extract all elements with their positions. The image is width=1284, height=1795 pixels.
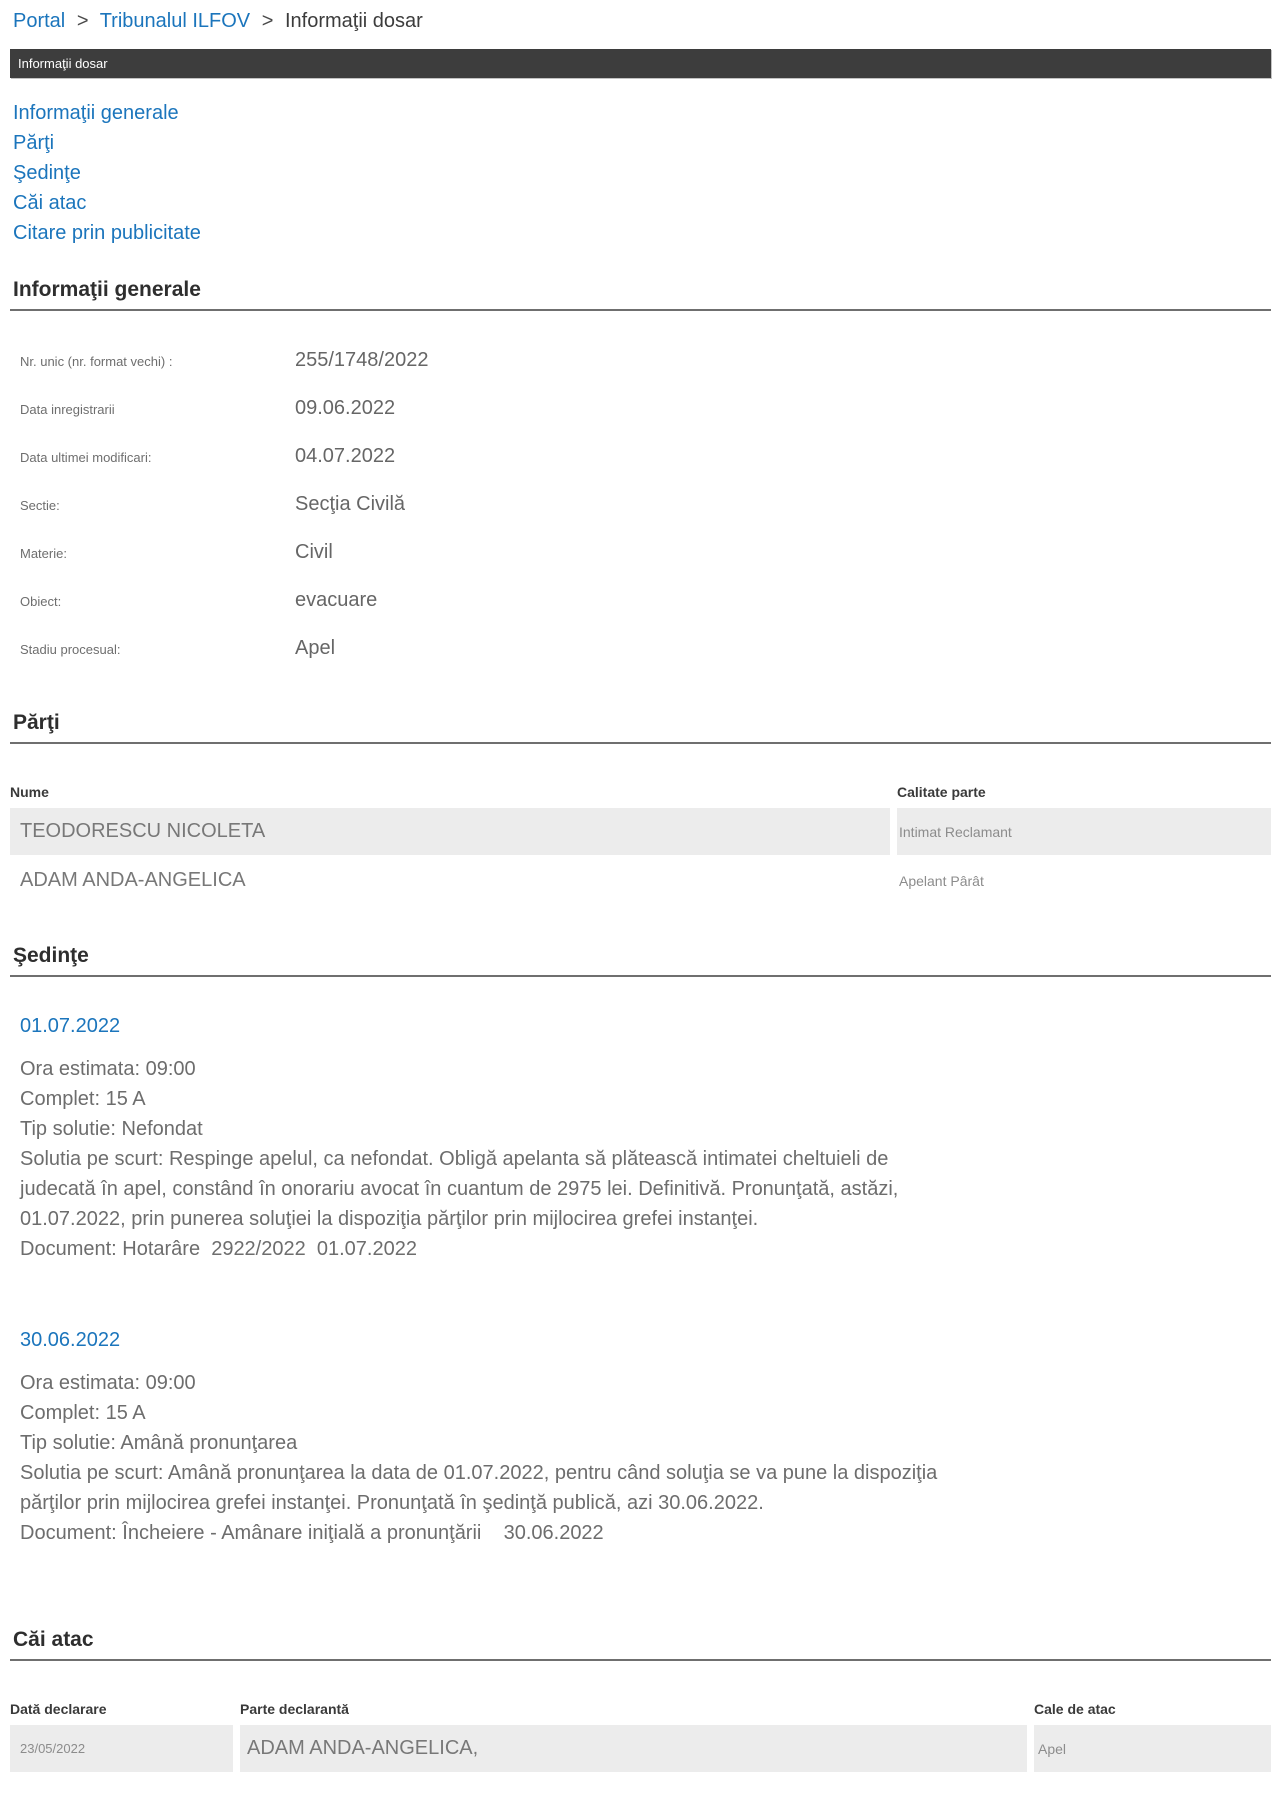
column-header-calitate-parte: Calitate parte xyxy=(897,784,986,800)
hearing-session xyxy=(10,1264,1271,1548)
column-header-nume: Nume xyxy=(10,784,49,800)
breadcrumb-separator: > xyxy=(261,10,274,32)
general-info-fields xyxy=(10,349,1271,685)
parties-table xyxy=(10,780,1271,904)
hearing-date-link[interactable]: 01.07.2022 xyxy=(20,1015,121,1037)
field-value: Secţia Civilă xyxy=(295,493,406,515)
party-role: Intimat Reclamant xyxy=(897,808,1271,855)
field-value: Civil xyxy=(295,541,333,563)
party-name: ADAM ANDA-ANGELICA xyxy=(20,869,246,891)
field-row-data-inregistrarii xyxy=(10,397,1271,445)
hearing-ora-estimata: Ora estimata: 09:00 xyxy=(20,1058,196,1080)
nav-link-parti[interactable]: Părţi xyxy=(13,132,55,154)
hearing-ora-estimata: Ora estimata: 09:00 xyxy=(20,1372,196,1394)
hearing-solutia-pe-scurt: Solutia pe scurt: Respinge apelul, ca nefondat. Obligă apelanta să plătească intimatei cheltuieli de judecată în apel, constând în onorariu avocat în cuantum de 2975 lei. Definitivă. Pronunţată, astăzi, 01.07.2022, prin punerea soluţiei la dispoziţia părţilor prin mijlocirea grefei instanţei. xyxy=(20,1148,899,1230)
hearing-session xyxy=(10,977,1271,1264)
field-row-sectie xyxy=(10,493,1271,541)
field-label: Data inregistrarii xyxy=(20,402,115,417)
hearing-document: Document: Hotarâre 2922/2022 01.07.2022 xyxy=(20,1238,417,1260)
page-title: Informaţii dosar xyxy=(18,56,108,71)
field-label: Nr. unic (nr. format vechi) : xyxy=(20,354,173,369)
field-row-materie xyxy=(10,541,1271,589)
column-header-data-declarare: Dată declarare xyxy=(10,1701,107,1717)
page-content xyxy=(10,0,1271,1772)
hearing-details xyxy=(10,1054,1271,1264)
breadcrumb-current: Informaţii dosar xyxy=(284,10,423,32)
field-label: Stadiu procesual: xyxy=(20,642,121,657)
hearing-document: Document: Încheiere - Amânare iniţială a pronunţării 30.06.2022 xyxy=(20,1522,604,1544)
party-name: TEODORESCU NICOLETA xyxy=(10,808,890,855)
field-row-obiect xyxy=(10,589,1271,637)
field-row-stadiu-procesual xyxy=(10,637,1271,685)
appeals-table-header xyxy=(10,1697,1271,1725)
page-title-bar xyxy=(10,49,1271,78)
field-value: evacuare xyxy=(295,589,378,611)
party-role: Apelant Pârât xyxy=(899,872,984,889)
appeal-date: 23/05/2022 xyxy=(10,1725,233,1772)
hearing-tip-solutie: Tip solutie: Amână pronunţarea xyxy=(20,1432,298,1454)
column-header-parte-declaranta: Parte declarantă xyxy=(240,1701,349,1717)
field-value: 09.06.2022 xyxy=(295,397,396,419)
hearing-complet: Complet: 15 A xyxy=(20,1402,146,1424)
appeal-type: Apel xyxy=(1034,1725,1271,1772)
column-header-cale-de-atac: Cale de atac xyxy=(1034,1701,1116,1717)
field-row-data-ultimei-modificari xyxy=(10,445,1271,493)
field-label: Data ultimei modificari: xyxy=(20,450,152,465)
breadcrumb-link-portal[interactable]: Portal xyxy=(13,10,66,32)
nav-link-cai-atac[interactable]: Căi atac xyxy=(13,192,87,214)
field-row-nr-unic xyxy=(10,349,1271,397)
hearing-date-link[interactable]: 30.06.2022 xyxy=(20,1329,121,1351)
section-heading-informatii-generale: Informaţii generale xyxy=(10,278,1271,311)
hearing-details xyxy=(10,1368,1271,1548)
field-label: Obiect: xyxy=(20,594,62,609)
table-row xyxy=(10,1725,1271,1772)
section-heading-parti: Părţi xyxy=(10,711,1271,744)
field-label: Materie: xyxy=(20,546,67,561)
field-value: 04.07.2022 xyxy=(295,445,396,467)
breadcrumb-link-tribunal[interactable]: Tribunalul ILFOV xyxy=(99,10,251,32)
nav-link-sedinte[interactable]: Şedinţe xyxy=(13,162,81,184)
table-row xyxy=(10,857,1271,904)
breadcrumb xyxy=(10,0,1271,33)
field-value: Apel xyxy=(295,637,336,659)
nav-link-citare-prin-publicitate[interactable]: Citare prin publicitate xyxy=(13,222,201,244)
section-heading-cai-atac: Căi atac xyxy=(10,1628,1271,1661)
appeal-party: ADAM ANDA-ANGELICA, xyxy=(240,1725,1027,1772)
parties-table-header xyxy=(10,780,1271,808)
hearing-complet: Complet: 15 A xyxy=(20,1088,146,1110)
appeals-table xyxy=(10,1697,1271,1772)
nav-link-informatii-generale[interactable]: Informaţii generale xyxy=(13,102,179,124)
table-row xyxy=(10,808,1271,855)
hearing-solutia-pe-scurt: Solutia pe scurt: Amână pronunţarea la data de 01.07.2022, pentru când soluţia se va pune la dispoziţia părţilor prin mijlocirea grefei instanţei. Pronunţată în şedinţă publică, azi 30.06.2022. xyxy=(20,1462,938,1514)
field-label: Sectie: xyxy=(20,498,60,513)
section-nav xyxy=(10,98,1271,248)
section-heading-sedinte: Şedinţe xyxy=(10,944,1271,977)
breadcrumb-separator: > xyxy=(76,10,89,32)
field-value: 255/1748/2022 xyxy=(295,349,429,371)
hearing-tip-solutie: Tip solutie: Nefondat xyxy=(20,1118,203,1140)
